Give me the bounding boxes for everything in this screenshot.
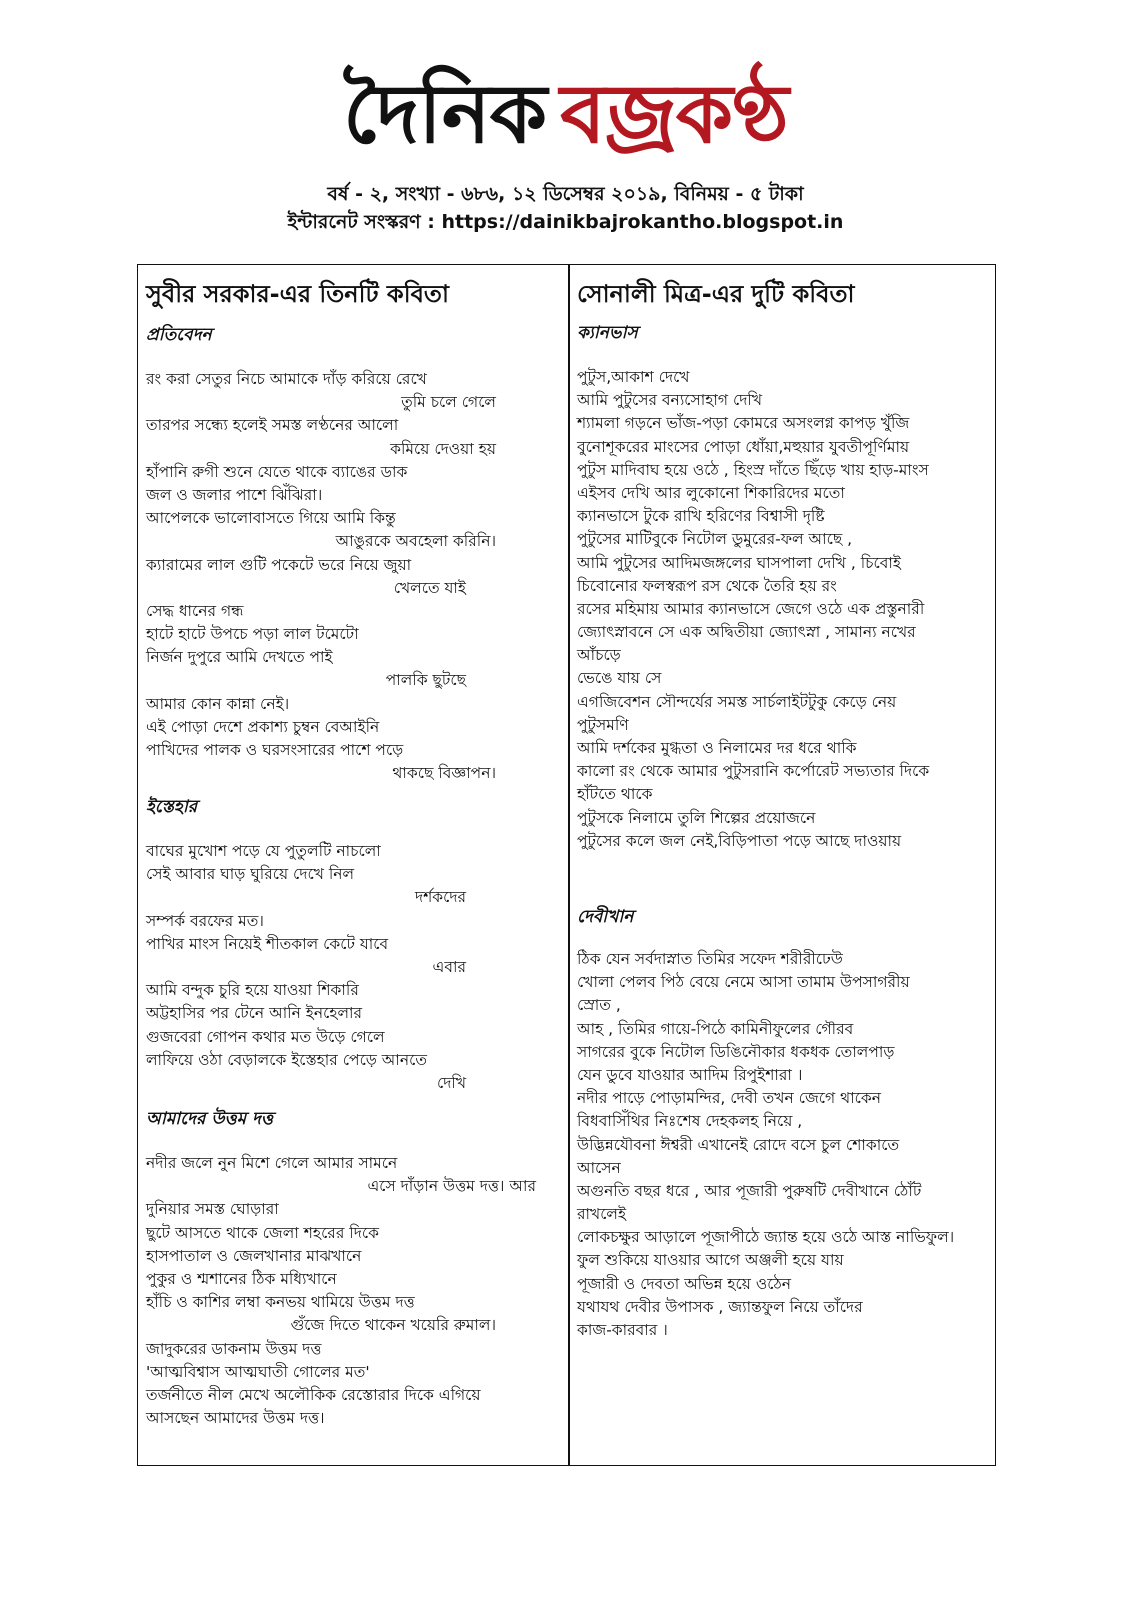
poem-line: হাসপাতাল ও জেলখানার মাঝখানে (146, 1246, 362, 1265)
poem-line: যথাযথ দেবীর উপাসক , জ্যান্তফুল নিয়ে তাঁদের (577, 1297, 863, 1316)
poem-line: আঁচড়ে (577, 646, 621, 665)
poem-line: চিবোনোর ফলস্বরূপ রস থেকে তৈরি হয় রং (577, 576, 837, 595)
poem-line: ক্যানভাসে টুকে রাখি হরিণের বিশ্বাসী দৃষ্টি (577, 507, 825, 526)
poem-line: আপেলকে ভালোবাসতে গিয়ে আমি কিন্তু (146, 509, 396, 528)
poem-line: আমি দর্শকের মুগ্ধতা ও নিলামের দর ধরে থাকি (577, 739, 857, 757)
poem-line: অট্টহাসির পর টেনে আনি ইনহেলার (146, 1004, 363, 1023)
poem-line: পুটুসের মাটিবুকে নিটোল ডুমুরের-ফল আছে , (577, 530, 853, 549)
column-divider (568, 264, 570, 1466)
poem-line: তর্জনীতে নীল মেখে অলৌকিক রেস্তোরার দিকে এগিয়ে (146, 1385, 481, 1404)
poem-title-protibedon: প্রতিবেদন (146, 325, 212, 345)
poem-line: পুটুসমণি (577, 715, 629, 734)
poem-line: থাকছে বিজ্ঞাপন। (392, 764, 496, 783)
issue-info: বর্ষ - ২, সংখ্যা - ৬৮৬, ১২ ডিসেম্বর ২০১৯, বিনিময় - ৫ টাকা (327, 183, 804, 205)
masthead (0, 60, 1131, 180)
logo-word-bajrokantho: বজ্রকণ্ঠ (560, 67, 788, 162)
poem-line: দেখি (436, 1073, 466, 1092)
poem-line: হাটে হাটে উপচে পড়া লাল টমেটো (146, 625, 359, 644)
poem-line: হাঁচি ও কাশির লম্বা কনভয় থামিয়ে উত্তম দত্ত (146, 1293, 415, 1312)
poem-istehar (146, 840, 556, 1095)
poem-line: আমি পুটুসের বন্যসোহাগ দেখি (577, 391, 763, 410)
poem-line: সেদ্ধ ধানের গন্ধ (146, 601, 244, 620)
poem-line: 'আত্মবিশ্বাস আত্মঘাতী গোলের মত' (146, 1362, 370, 1381)
poem-line: দর্শকদের (414, 888, 466, 907)
poem-line: আসছেন আমাদের উত্তম দত্ত। (146, 1409, 325, 1428)
poem-debikhan (577, 948, 992, 1342)
poem-line: পুটুস,আকাশ দেখে (577, 368, 690, 386)
poem-line: যেন ডুবে যাওয়ার আদিম রিপুইশারা । (577, 1065, 803, 1084)
poem-line: রসের মহিমায় আমার ক্যানভাসে জেগে ওঠে এক প্রস্তুনারী (577, 599, 925, 618)
poem-line: ভেঙে যায় সে (577, 669, 662, 688)
poem-line: জ্যোৎস্নাবনে সে এক অদ্বিতীয়া জ্যোৎস্না , সামান্য নখের (577, 623, 916, 642)
poem-line: উদ্ভিন্নযৌবনা ঈশ্বরী এখানেই রোদে বসে চুল শোকাতে (577, 1135, 900, 1154)
poem-line: এবার (432, 957, 466, 976)
poem-line: গুঁজে দিতে থাকেন খয়েরি রুমাল। (290, 1316, 496, 1335)
poem-line: দুনিয়ার সমস্ত ঘোড়ারা (146, 1200, 279, 1219)
poem-line: পুটুস মাদিবাঘ হয়ে ওঠে , হিংস্র দাঁতে ছিঁড়ে খায় হাড়-মাংস (577, 460, 929, 479)
newspaper-logo (343, 60, 788, 170)
poem-line: বিধবাসিঁথির নিঃশেষ দেহকলহ নিয়ে , (577, 1112, 803, 1131)
poem-line: নদীর পাড়ে পোড়ামন্দির, দেবী তখন জেগে থাকেন (577, 1089, 881, 1108)
poem-line: সেই আবার ঘাড় ঘুরিয়ে দেখে নিল (146, 865, 355, 884)
poem-line: ফুল শুকিয়ে যাওয়ার আগে অঞ্জলী হয়ে যায় (577, 1251, 844, 1270)
poem-line: ঠিক যেন সর্বদাস্নাত তিমির সফেদ শরীরীঢেউ (577, 950, 843, 968)
poem-title-debikhan: দেবীখান (577, 907, 634, 927)
poem-line: ক্যারামের লাল গুটি পকেটে ভরে নিয়ে জুয়া (146, 555, 412, 574)
poem-line: এসে দাঁড়ান উত্তম দত্ত। আর (367, 1177, 536, 1196)
web-edition-link[interactable]: ইন্টারনেট সংস্করণ : https://dainikbajrokantho.blogspot.in (287, 211, 844, 233)
poem-line: তারপর সন্ধ্যে হলেই সমস্ত লণ্ঠনের আলো (146, 416, 399, 435)
poem-line: পুটুসের কলে জল নেই,বিড়িপাতা পড়ে আছে দাওয়ায় (577, 831, 902, 850)
poem-canvas (577, 366, 992, 853)
poem-line: বুনোশূকরের মাংসের পোড়া ধোঁয়া,মহুয়ার যুবতীপূর্ণিমায় (577, 437, 910, 456)
poem-line: তুমি চলে গেলে (401, 393, 496, 412)
poem-title-uttam-dutta: আমাদের উত্তম দত্ত (146, 1109, 274, 1129)
poem-line: আসেন (577, 1158, 621, 1177)
poem-line: সাগরের বুকে নিটোল ডিঙিনৌকার ধকধক তোলপাড় (577, 1042, 895, 1061)
right-column-heading: সোনালী মিত্র-এর দুটি কবিতা (577, 280, 855, 308)
poem-line: স্রোত , (577, 996, 621, 1015)
poem-line: পালকি ছুটছে (385, 671, 466, 690)
poem-line: এই পোড়া দেশে প্রকাশ্য চুম্বন বেআইনি (146, 717, 380, 736)
poem-line: এগজিবেশন সৌন্দর্যের সমস্ত সার্চলাইটটুকু কেড়ে নেয় (577, 692, 897, 711)
poem-line: আহ , তিমির গায়ে-পিঠে কামিনীফুলের গৌরব (577, 1019, 854, 1038)
left-column-heading: সুবীর সরকার-এর তিনটি কবিতা (146, 280, 449, 308)
poem-line: জাদুকরের ডাকনাম উত্তম দত্ত (146, 1339, 322, 1358)
poem-line: আমি পুটুসের আদিমজঙ্গলের ঘাসপালা দেখি , চিবোই (577, 553, 901, 572)
poem-line: লাফিয়ে ওঠা বেড়ালকে ইস্তেহার পেড়ে আনতে (146, 1050, 427, 1069)
poem-line: কমিয়ে দেওয়া হয় (390, 439, 496, 458)
poem-line: হাঁটতে থাকে (577, 785, 653, 804)
poem-line: ছুটে আসতে থাকে জেলা শহরের দিকে (146, 1223, 379, 1242)
poem-line: কালো রং থেকে আমার পুটুসরানি কর্পোরেট সভ্যতার দিকে (577, 762, 930, 781)
poem-line: পুটুসকে নিলামে তুলি শিল্পের প্রয়োজনে (577, 808, 816, 827)
poem-line: বাঘের মুখোশ পড়ে যে পুতুলটি নাচলো (146, 842, 381, 860)
poem-line: নির্জন দুপুরে আমি দেখতে পাই (146, 648, 333, 667)
poem-line: কাজ-কারবার । (577, 1321, 668, 1339)
logo-word-dainik: দৈনিক (343, 67, 547, 162)
poem-line: সম্পর্ক বরফের মত। (146, 911, 264, 930)
poem-line: গুজবেরা গোপন কথার মত উড়ে গেলে (146, 1027, 385, 1046)
poem-line: নদীর জলে নুন মিশে গেলে আমার সামনে (146, 1154, 398, 1172)
poem-title-istehar: ইস্তেহার (146, 797, 198, 817)
poem-line: পুকুর ও শ্মশানের ঠিক মধ্যিখানে (146, 1269, 337, 1288)
poem-line: আমার কোন কান্না নেই। (146, 694, 290, 713)
poem-line: জল ও জলার পাশে ঝিঁঝিরা। (146, 485, 323, 504)
poem-line: অগুনতি বছর ধরে , আর পূজারী পুরুষটি দেবীখানে ঠোঁট (577, 1181, 922, 1200)
poem-protibedon (146, 368, 556, 785)
poem-line: পাখির মাংস নিয়েই শীতকাল কেটে যাবে (146, 934, 389, 953)
poem-line: লোকচক্ষুর আড়ালে পূজাপীঠে জ্যান্ত হয়ে ওঠে আস্ত নাভিফুল। (577, 1228, 955, 1247)
poem-title-canvas: ক্যানভাস (577, 323, 638, 343)
poem-line: হাঁপানি রুগী শুনে যেতে থাকে ব্যাঙের ডাক (146, 462, 408, 481)
poem-line: আঙুরকে অবহেলা করিনি। (335, 532, 496, 551)
poem-line: রং করা সেতুর নিচে আমাকে দাঁড় করিয়ে রেখে (146, 370, 427, 388)
poem-line: খোলা পেলব পিঠ বেয়ে নেমে আসা তামাম উপসাগরীয় (577, 973, 910, 992)
poem-line: রাখলেই (577, 1205, 627, 1224)
poem-line: পাখিদের পালক ও ঘরসংসারের পাশে পড়ে (146, 741, 404, 759)
poem-line: এইসব দেখি আর লুকোনো শিকারিদের মতো (577, 483, 845, 502)
poem-line: শ্যামলা গড়নে ভাঁজ-পড়া কোমরে অসংলগ্ন কাপড় খুঁজি (577, 414, 910, 433)
poem-line: আমি বন্দুক চুরি হয়ে যাওয়া শিকারি (146, 981, 359, 1000)
poem-line: পূজারী ও দেবতা অভিন্ন হয়ে ওঠেন (577, 1274, 792, 1293)
poem-line: খেলতে যাই (393, 578, 466, 597)
poem-uttam-dutta (146, 1152, 556, 1430)
